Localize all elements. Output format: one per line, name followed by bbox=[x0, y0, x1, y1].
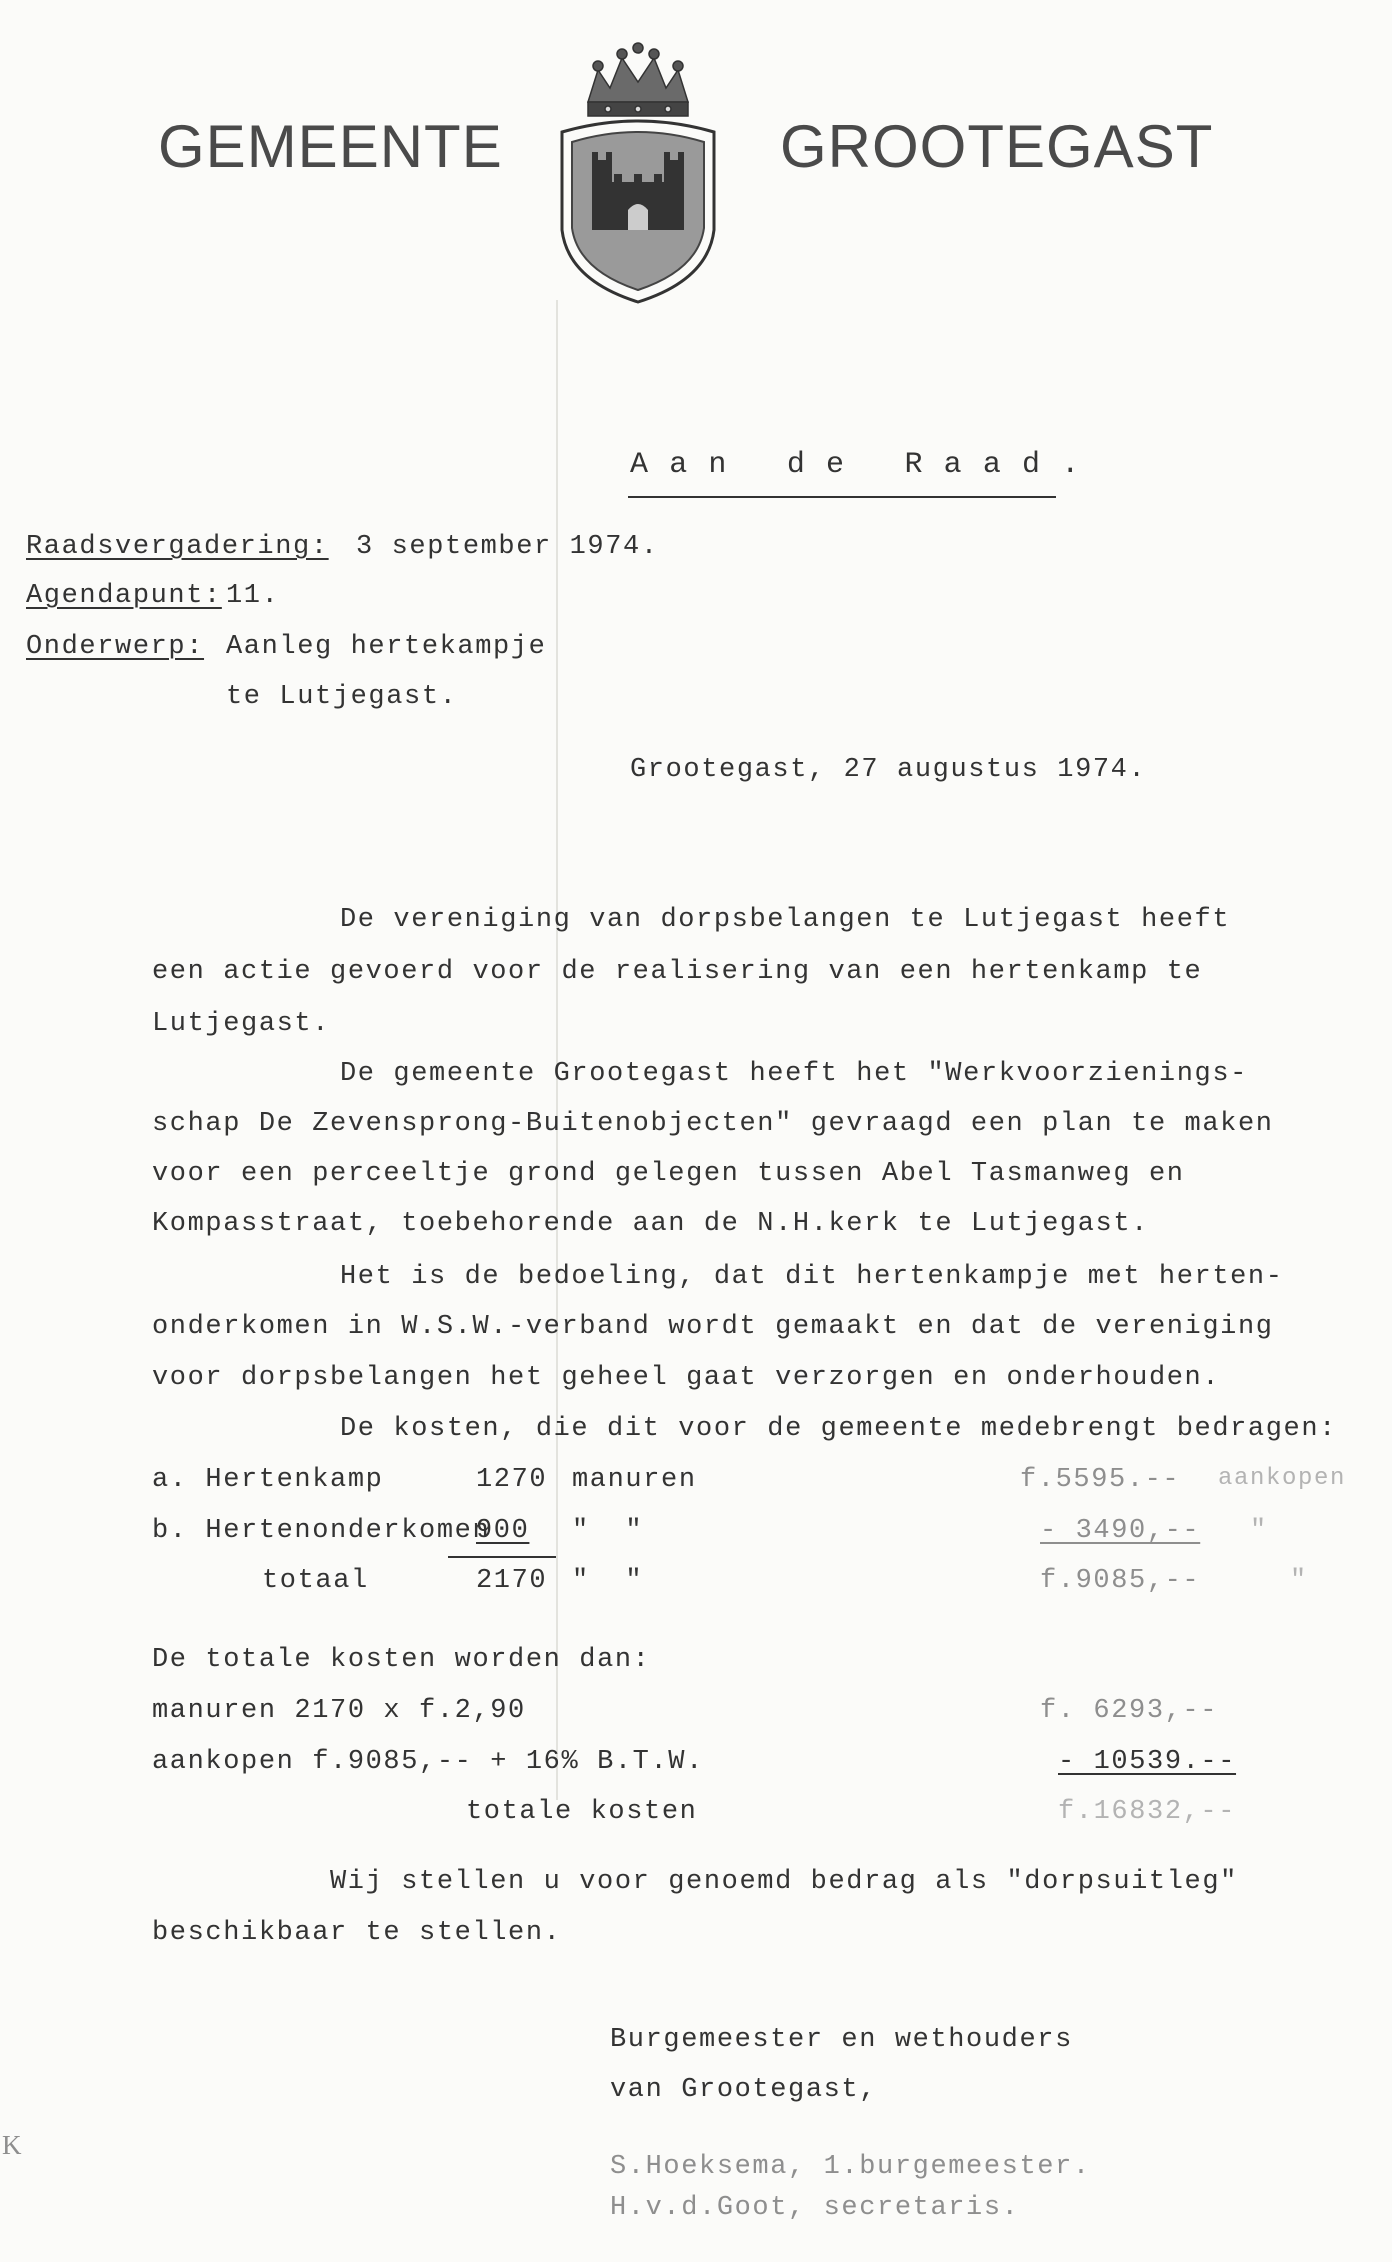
body-line: voor een perceeltje grond gelegen tussen Abel Tasmanweg en bbox=[152, 1159, 1185, 1189]
agenda-value: 11. bbox=[226, 581, 280, 611]
body-line: Lutjegast. bbox=[152, 1009, 331, 1039]
addressee-underline bbox=[628, 496, 1056, 498]
fold-line bbox=[556, 300, 558, 1800]
totals-purchases-amount: - 10539.-- bbox=[1058, 1747, 1237, 1777]
body-line: De kosten, die dit voor de gemeente medebrengt bedragen: bbox=[340, 1414, 1337, 1444]
margin-mark: K bbox=[2, 2130, 24, 2160]
body-line: een actie gevoerd voor de realisering van een hertenkamp te bbox=[152, 957, 1203, 987]
cost-row-amount: - 3490,-- bbox=[1040, 1516, 1201, 1546]
letterhead-right: GROOTEGAST bbox=[780, 113, 1214, 180]
totals-total-label: totale kosten bbox=[466, 1797, 698, 1827]
signature-line1: Burgemeester en wethouders bbox=[610, 2025, 1073, 2055]
cost-total-hours: 2170 bbox=[476, 1566, 548, 1596]
signature-name1: S.Hoeksema, 1.burgemeester. bbox=[610, 2152, 1091, 2182]
closing-line1: Wij stellen u voor genoemd bedrag als "dorpsuitleg" bbox=[330, 1867, 1238, 1897]
cost-row-unit: " " bbox=[572, 1516, 644, 1546]
totals-total-amount: f.16832,-- bbox=[1058, 1797, 1237, 1827]
cost-row-label: a. Hertenkamp bbox=[152, 1465, 384, 1495]
body-line: De gemeente Grootegast heeft het "Werkvoorzienings- bbox=[340, 1059, 1248, 1089]
body-line: onderkomen in W.S.W.-verband wordt gemaakt en dat de vereniging bbox=[152, 1312, 1274, 1342]
body-line: Kompasstraat, toebehorende aan de N.H.kerk te Lutjegast. bbox=[152, 1209, 1149, 1239]
totals-purchases-line: aankopen f.9085,-- + 16% B.T.W. bbox=[152, 1747, 704, 1777]
cost-row-label: b. Hertenonderkomen bbox=[152, 1516, 491, 1546]
totals-hours-line: manuren 2170 x f.2,90 bbox=[152, 1696, 526, 1726]
cost-row-hours: 900 bbox=[476, 1516, 530, 1546]
signature-line2: van Grootegast, bbox=[610, 2075, 878, 2105]
signature-name2: H.v.d.Goot, secretaris. bbox=[610, 2193, 1020, 2223]
meeting-label: Raadsvergadering: bbox=[26, 532, 329, 562]
agenda-label: Agendapunt: bbox=[26, 581, 222, 611]
meeting-value: 3 september 1974. bbox=[356, 532, 659, 562]
cost-total-unit: " " bbox=[572, 1566, 644, 1596]
cost-row-note: aankopen bbox=[1218, 1465, 1347, 1492]
cost-total-label: totaal bbox=[262, 1566, 369, 1596]
body-line: De vereniging van dorpsbelangen te Lutjegast heeft bbox=[340, 905, 1231, 935]
cost-row-unit: manuren bbox=[572, 1465, 697, 1495]
totals-hours-amount: f. 6293,-- bbox=[1040, 1696, 1219, 1726]
body-line: voor dorpsbelangen het geheel gaat verzorgen en onderhouden. bbox=[152, 1363, 1221, 1393]
place-date: Grootegast, 27 augustus 1974. bbox=[630, 755, 1147, 785]
closing-line2: beschikbaar te stellen. bbox=[152, 1918, 562, 1948]
totals-heading: De totale kosten worden dan: bbox=[152, 1645, 651, 1675]
subject-line2: te Lutjegast. bbox=[226, 682, 458, 712]
body-line: schap De Zevensprong-Buitenobjecten" gevraagd een plan te maken bbox=[152, 1109, 1274, 1139]
letterhead-left: GEMEENTE bbox=[158, 113, 503, 180]
cost-total-amount: f.9085,-- bbox=[1040, 1566, 1201, 1596]
subject-label: Onderwerp: bbox=[26, 632, 205, 662]
cost-row-amount: f.5595.-- bbox=[1020, 1465, 1181, 1495]
coat-of-arms-icon bbox=[548, 40, 728, 310]
cost-total-note: " bbox=[1290, 1566, 1308, 1596]
addressee: A a n d e R a a d . bbox=[630, 448, 1081, 482]
cost-row-hours: 1270 bbox=[476, 1465, 548, 1495]
body-line: Het is de bedoeling, dat dit hertenkampje met herten- bbox=[340, 1262, 1284, 1292]
subject-line1: Aanleg hertekampje bbox=[226, 632, 547, 662]
subtotal-rule bbox=[448, 1556, 556, 1558]
cost-row-note: " bbox=[1250, 1516, 1268, 1546]
